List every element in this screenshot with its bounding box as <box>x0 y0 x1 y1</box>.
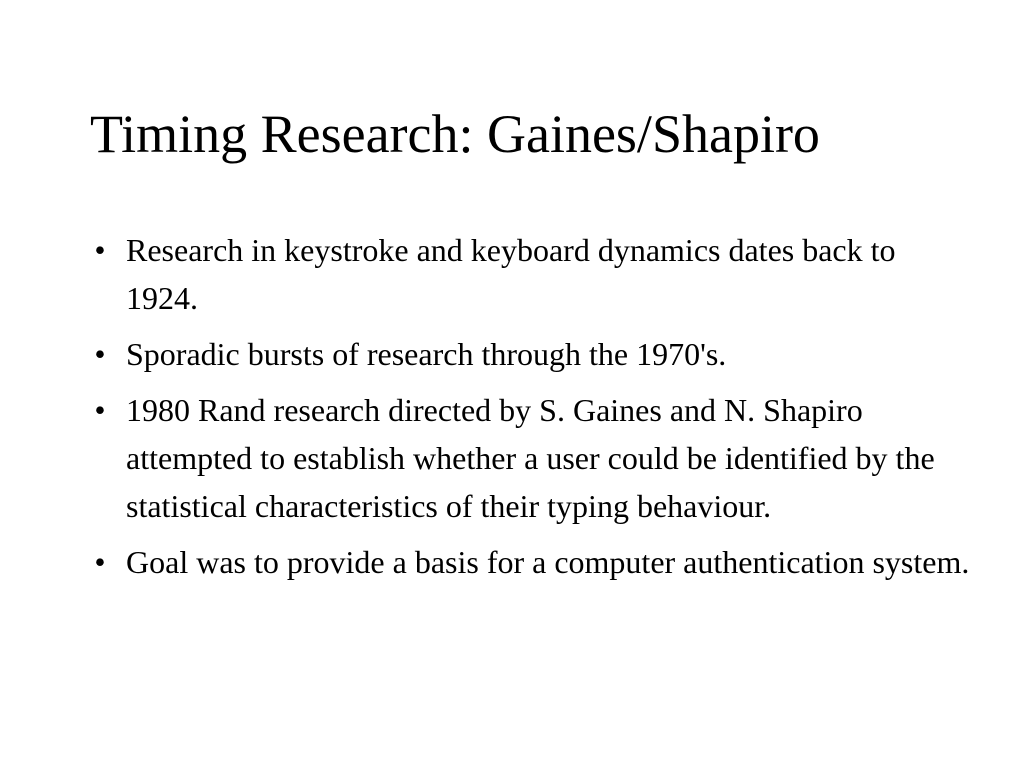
bullet-list <box>90 226 970 594</box>
bullet-item <box>90 386 970 530</box>
bullet-text: Goal was to provide a basis for a computer authentication system. <box>126 544 970 580</box>
bullet-item <box>90 226 970 322</box>
bullet-dot-icon: • <box>94 232 106 268</box>
bullet-dot-icon: • <box>94 544 106 580</box>
bullet-dot-icon: • <box>94 392 106 428</box>
slide-title: Timing Research: Gaines/Shapiro <box>90 104 820 164</box>
bullet-text: Research in keystroke and keyboard dynamics dates back to 1924. <box>126 232 896 316</box>
bullet-text: Sporadic bursts of research through the 1970's. <box>126 336 727 372</box>
bullet-item <box>90 538 970 586</box>
bullet-text: 1980 Rand research directed by S. Gaines and N. Shapiro attempted to establish whether a user could be identified by the statistical characteristics of their typing behaviour. <box>126 392 935 524</box>
bullet-dot-icon: • <box>94 336 106 372</box>
bullet-item <box>90 330 970 378</box>
